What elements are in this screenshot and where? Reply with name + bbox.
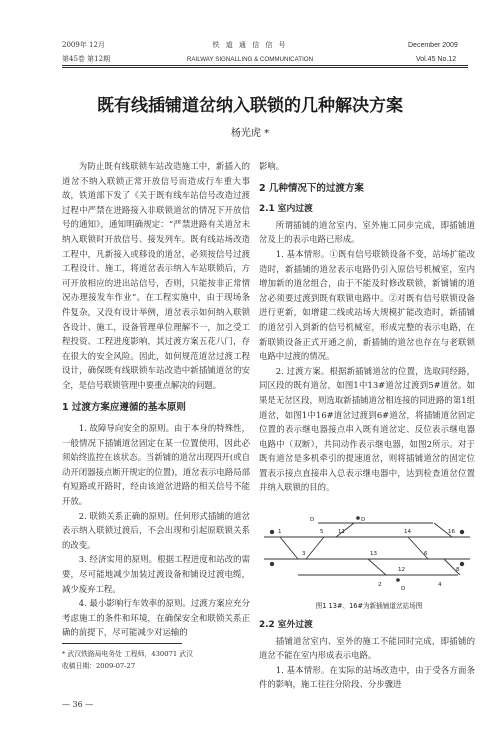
article-title: 既有线插铺道岔纳入联锁的几种解决方案 bbox=[97, 96, 403, 116]
switch-label-16: 16 bbox=[448, 529, 455, 535]
signal-label-d1: D bbox=[361, 517, 366, 523]
section-2-1-intro: 所谓插铺的道岔室内、室外施工同步完成，即插铺道岔及上的表示电路已形成。 bbox=[259, 219, 475, 245]
section-2-2-intro: 插铺道岔室内、室外的施工不能同时完成，即插铺的道岔不能在室内形成表示电路。 bbox=[259, 635, 475, 661]
principle-1: 1. 故障导向安全的原则。由于本身的特殊性，一般情况下插铺道岔固定在某一位置使用，因此必须始终监控在该状态。当新铺的道岔出现四开(或自动开闭器接点断开规定的位置)，道岔表示电路局部有短路或开路时，经由该道岔进路的相关信号不能开放。 bbox=[62, 423, 250, 507]
left-column bbox=[62, 159, 250, 640]
switch-label-4: 4 bbox=[438, 582, 442, 588]
continued-text: 影响。 bbox=[259, 161, 285, 171]
right-column bbox=[259, 159, 475, 495]
signal-label-d3: D bbox=[310, 517, 315, 523]
article-author: 杨光虎 * bbox=[230, 128, 270, 139]
principle-3: 3. 经济实用的原则。根据工程进度和站改的需要，尽可能地减少加装过渡设备和铺设过渡电缆，减少废弃工程。 bbox=[62, 554, 250, 594]
station-track-diagram bbox=[258, 515, 476, 593]
header-date-en: December 2009 bbox=[408, 42, 458, 49]
section-2-1-scheme: 2. 过渡方案。根据新插铺道岔的位置，选取同经路，同区段的既有道岔，如图1中13#道岔过渡到5#道岔。如果是无岔区段，则选取新插铺道岔相连接的同进路的第1组道岔，如图1中16#道岔过渡到6#道岔，将插铺道岔固定位置的表示继电器接点串入既有道岔定、反位表示继电器电路中（双断），共同动作表示继电器，如图2所示。对于既有道岔是多机牵引的提速道岔，则将插铺道岔的固定位置表示接点直接串入总表示继电器中，达到检查道岔位置并纳入联锁的目的。 bbox=[259, 365, 475, 493]
switch-label-12: 12 bbox=[398, 567, 405, 573]
section-2-1-heading: 2.1 室内过渡 bbox=[259, 204, 313, 215]
footnote-received: 收稿日期：2009-07-27 bbox=[62, 662, 136, 670]
switch-label-3: 3 bbox=[302, 551, 306, 557]
switch-label-8: 8 bbox=[456, 567, 460, 573]
header-volno-cn: 第45卷 第12期 bbox=[62, 55, 111, 63]
signal-label-d2: D bbox=[401, 586, 406, 592]
figure-caption: 图1 13#、16#为新插铺道岔站场图 bbox=[315, 602, 423, 610]
switch-label-13: 13 bbox=[370, 551, 377, 557]
switch-label-2: 2 bbox=[378, 582, 382, 588]
intro-paragraph: 为防止既有线联锁车站改造施工中，新插入的道岔不纳入联锁正常开放信号而造成行车重大事故，铁道部下发了《关于既有线车站信号改造过渡过程中严禁在进路接入非联锁道岔的情况下开放信号的通知》，通知明确规定：“严禁进路有关道岔未纳入联锁时开放信号、接发列车。既有线站场改造工程中，凡新接入或移设的道岔，必须按信号过渡工程设计、施工，将道岔表示纳入车站联锁后，方可开放相应的进出站信号，否则，只能按非正常情况办理接发车作业”。在工程实施中，由于现场条件复杂，又没有设计举例，道岔表示如何纳入联锁各设计、施工，设备管理单位理解不一，加之受工程投资、工程进度影响，其过渡方案五花八门，存在很大的安全风险。因此，如何规范道岔过渡工程设计，确保既有线联锁车站改造中新插铺道岔的安全，是信号联锁管理中要重点解决的问题。 bbox=[62, 161, 250, 390]
section-2-heading: 2 几种情况下的过渡方案 bbox=[259, 182, 364, 194]
principle-4: 4. 最小影响行车效率的原则。过渡方案应充分考虑施工的条件和环境，在确保安全和联锁关系正确的前提下，尽可能减少对运输的 bbox=[62, 598, 250, 638]
header-volno-en: Vol.45 No.12 bbox=[416, 56, 457, 63]
header-rule-thin bbox=[62, 67, 468, 68]
switch-label-11: 11 bbox=[338, 529, 345, 535]
section-2-2-heading: 2.2 室外过渡 bbox=[259, 620, 313, 630]
footnote-affiliation: * 武汉铁路局电务处 工程师，430071 武汉 bbox=[62, 650, 193, 658]
footnote-rule bbox=[62, 643, 182, 644]
switch-label-6: 6 bbox=[424, 551, 428, 557]
header-journal-cn: 铁 道 通 信 信 号 bbox=[212, 41, 288, 49]
section-1-heading: 1 过渡方案应遵循的基本原则 bbox=[62, 401, 186, 413]
header-rule bbox=[62, 65, 468, 66]
right-column-lower bbox=[259, 616, 475, 692]
switch-label-5: 5 bbox=[320, 529, 324, 535]
switch-label-1: 1 bbox=[278, 529, 282, 535]
header-date-cn: 2009年 12月 bbox=[62, 41, 105, 49]
switch-label-14: 14 bbox=[404, 529, 411, 535]
section-2-2-basic-case: 1. 基本情形。在实际的站场改造中，由于受各方面条件的影响，施工往往分阶段、分步骤进 bbox=[259, 664, 475, 690]
principle-2: 2. 联锁关系正确的原则。任何形式插铺的道岔表示纳入联锁过渡后，不会出现和引起原联锁关系的改变。 bbox=[62, 510, 250, 550]
section-2-1-basic-case: 1. 基本情形。①既有信号联锁设备不变，站场扩能改造时，新插铺的道岔表示电路仍引入原信号机械室，室内增加新的道岔组合，由于不能及时修改联锁，新铺铺的道岔必须要过渡到既有联锁电路中。②对既有信号联锁设备进行更新，如增建二线或站场大规模扩能改造时，新插铺的道岔引入到新的信号机械室，形成完整的表示电路，在新联锁设备正式开通之前，新插铺的道岔也存在与老联锁电路中过渡的情况。 bbox=[259, 248, 475, 362]
page-number: — 36 — bbox=[62, 700, 94, 709]
header-journal-en: RAILWAY SIGNALLING & COMMUNICATION bbox=[186, 56, 314, 63]
